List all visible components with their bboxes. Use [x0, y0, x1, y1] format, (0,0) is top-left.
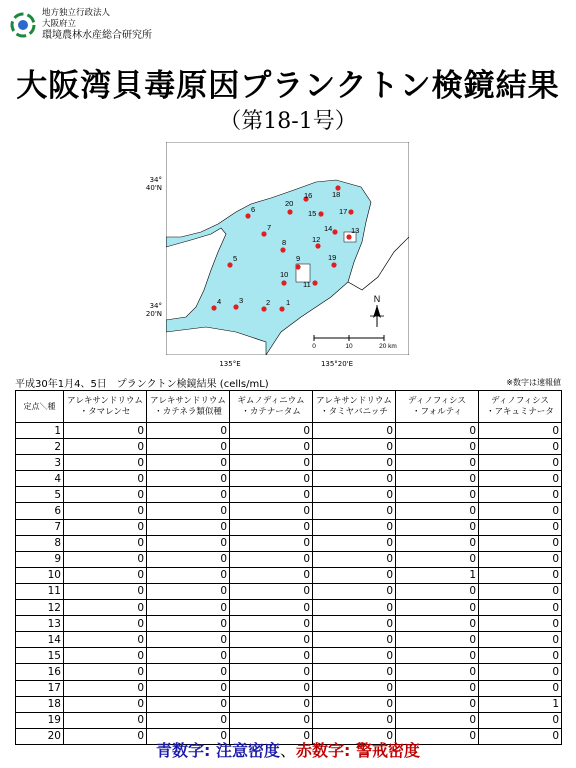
- station-marker: [211, 305, 216, 310]
- station-number-cell: 15: [16, 648, 64, 664]
- station-marker: [295, 264, 300, 269]
- organization-line1: 地方独立行政法人: [42, 8, 111, 18]
- table-row: [16, 535, 562, 551]
- density-cell: 0: [64, 712, 147, 728]
- density-cell: 0: [230, 503, 313, 519]
- station-marker: [346, 234, 351, 239]
- station-marker: [245, 213, 250, 218]
- page-title: 大阪湾貝毒原因プランクトン検鏡結果: [16, 68, 560, 104]
- station-number-cell: 12: [16, 600, 64, 616]
- station-label: 18: [332, 190, 341, 199]
- station-label: 12: [312, 235, 321, 244]
- density-cell: 0: [396, 535, 479, 551]
- density-cell: 0: [230, 567, 313, 583]
- density-cell: 0: [479, 551, 562, 567]
- density-cell: 0: [396, 616, 479, 632]
- organization-logo-icon: [10, 12, 36, 38]
- density-cell: 0: [147, 455, 230, 471]
- density-cell: 0: [147, 664, 230, 680]
- density-cell: 0: [396, 503, 479, 519]
- density-cell: 0: [313, 712, 396, 728]
- station-map: [166, 142, 409, 355]
- density-cell: 0: [479, 503, 562, 519]
- density-cell: 0: [313, 680, 396, 696]
- station-marker: [332, 229, 337, 234]
- station-label: 6: [251, 205, 256, 214]
- organization-line2: 大阪府立: [42, 19, 77, 29]
- table-row: [16, 503, 562, 519]
- station-label: 8: [282, 238, 287, 247]
- density-cell: 0: [313, 696, 396, 712]
- density-cell: 1: [396, 567, 479, 583]
- table-row: [16, 648, 562, 664]
- density-cell: 0: [313, 455, 396, 471]
- density-cell: 0: [230, 632, 313, 648]
- density-cell: 0: [147, 471, 230, 487]
- density-cell: 0: [479, 423, 562, 439]
- table-row: [16, 583, 562, 599]
- station-number-cell: 16: [16, 664, 64, 680]
- table-row: [16, 696, 562, 712]
- density-cell: 0: [396, 648, 479, 664]
- density-cell: 0: [479, 535, 562, 551]
- station-number-cell: 9: [16, 551, 64, 567]
- density-cell: 0: [313, 503, 396, 519]
- station-marker: [315, 243, 320, 248]
- density-cell: 0: [147, 632, 230, 648]
- density-cell: 0: [147, 728, 230, 744]
- station-marker: [331, 262, 336, 267]
- station-number-cell: 3: [16, 455, 64, 471]
- density-cell: 0: [230, 535, 313, 551]
- density-cell: 0: [479, 712, 562, 728]
- station-marker: [279, 306, 284, 311]
- table-corner-header: 定点＼種: [16, 391, 64, 423]
- density-cell: 0: [64, 503, 147, 519]
- density-cell: 0: [64, 423, 147, 439]
- organization-line3: 環境農林水産総合研究所: [42, 30, 152, 41]
- density-cell: 0: [396, 728, 479, 744]
- preliminary-note: ※数字は速報値: [506, 378, 561, 387]
- density-cell: 0: [64, 728, 147, 744]
- density-cell: 0: [230, 519, 313, 535]
- table-row: [16, 616, 562, 632]
- density-cell: 0: [313, 583, 396, 599]
- density-cell: 0: [230, 471, 313, 487]
- density-cell: 0: [147, 583, 230, 599]
- density-cell: 0: [479, 664, 562, 680]
- station-number-cell: 11: [16, 583, 64, 599]
- station-label: 20: [285, 199, 294, 208]
- station-label: 3: [239, 296, 244, 305]
- station-number-cell: 13: [16, 616, 64, 632]
- density-cell: 0: [313, 423, 396, 439]
- density-cell: 0: [313, 487, 396, 503]
- density-cell: 0: [396, 632, 479, 648]
- density-cell: 0: [147, 503, 230, 519]
- density-cell: 0: [313, 551, 396, 567]
- scale-label-20: 20 km: [379, 343, 397, 350]
- density-cell: 0: [479, 616, 562, 632]
- legend-separator: 、: [279, 741, 296, 760]
- density-cell: 0: [147, 648, 230, 664]
- density-cell: 0: [230, 680, 313, 696]
- density-cell: 0: [396, 600, 479, 616]
- station-number-cell: 14: [16, 632, 64, 648]
- density-cell: 0: [230, 616, 313, 632]
- station-label: 5: [233, 254, 238, 263]
- density-cell: 0: [230, 648, 313, 664]
- density-cell: 0: [64, 648, 147, 664]
- density-cell: 0: [147, 439, 230, 455]
- density-cell: 1: [479, 696, 562, 712]
- station-label: 11: [303, 280, 311, 289]
- table-row: [16, 439, 562, 455]
- density-cell: 0: [313, 600, 396, 616]
- density-cell: 0: [396, 664, 479, 680]
- table-body: [16, 423, 562, 745]
- density-cell: 0: [479, 567, 562, 583]
- density-cell: 0: [479, 680, 562, 696]
- density-cell: 0: [479, 728, 562, 744]
- density-cell: 0: [230, 487, 313, 503]
- density-cell: 0: [230, 600, 313, 616]
- station-label: 17: [339, 207, 348, 216]
- station-number-cell: 10: [16, 567, 64, 583]
- station-marker: [280, 247, 285, 252]
- density-cell: 0: [147, 616, 230, 632]
- density-cell: 0: [64, 455, 147, 471]
- density-cell: 0: [479, 519, 562, 535]
- page-subtitle: （第18-1号）: [219, 109, 357, 134]
- density-cell: 0: [64, 535, 147, 551]
- density-cell: 0: [313, 567, 396, 583]
- station-marker: [261, 306, 266, 311]
- table-row: [16, 712, 562, 728]
- density-cell: 0: [147, 551, 230, 567]
- density-cell: 0: [147, 519, 230, 535]
- results-table: [15, 390, 562, 745]
- station-number-cell: 4: [16, 471, 64, 487]
- density-cell: 0: [479, 583, 562, 599]
- table-row: [16, 680, 562, 696]
- station-label: 13: [351, 226, 360, 235]
- station-label: 14: [324, 224, 333, 233]
- map-lat-top: 34° 40'N: [145, 176, 162, 192]
- station-marker: [227, 262, 232, 267]
- density-cell: 0: [313, 519, 396, 535]
- density-cell: 0: [64, 439, 147, 455]
- density-cell: 0: [147, 487, 230, 503]
- density-cell: 0: [313, 471, 396, 487]
- table-row: [16, 664, 562, 680]
- density-cell: 0: [147, 567, 230, 583]
- density-cell: 0: [64, 567, 147, 583]
- header-species-3: ギムノディニウム ・カテナータム: [230, 391, 313, 423]
- density-cell: 0: [396, 471, 479, 487]
- station-marker: [312, 280, 317, 285]
- station-marker: [348, 209, 353, 214]
- density-cell: 0: [396, 583, 479, 599]
- density-cell: 0: [396, 439, 479, 455]
- density-cell: 0: [479, 455, 562, 471]
- density-cell: 0: [64, 680, 147, 696]
- density-cell: 0: [230, 455, 313, 471]
- density-cell: 0: [64, 487, 147, 503]
- header-species-1: アレキサンドリウム ・タマレンセ: [64, 391, 147, 423]
- station-number-cell: 1: [16, 423, 64, 439]
- density-cell: 0: [396, 455, 479, 471]
- density-cell: 0: [396, 487, 479, 503]
- density-cell: 0: [313, 728, 396, 744]
- scale-label-10: 10: [345, 343, 353, 350]
- color-legend: [0, 738, 576, 761]
- density-cell: 0: [396, 680, 479, 696]
- station-label: 7: [267, 223, 272, 232]
- density-cell: 0: [230, 551, 313, 567]
- map-lat-bottom: 34° 20'N: [145, 302, 162, 318]
- density-cell: 0: [396, 519, 479, 535]
- map-lon-left: 135°E: [219, 360, 241, 368]
- table-row: [16, 471, 562, 487]
- density-cell: 0: [313, 616, 396, 632]
- station-marker: [318, 211, 323, 216]
- density-cell: 0: [147, 712, 230, 728]
- svg-text:N: N: [373, 294, 381, 304]
- density-cell: 0: [147, 535, 230, 551]
- table-row: [16, 551, 562, 567]
- station-marker: [281, 280, 286, 285]
- header-species-5: ディノフィシス ・フォルティ: [396, 391, 479, 423]
- density-cell: 0: [64, 551, 147, 567]
- station-number-cell: 18: [16, 696, 64, 712]
- table-row: [16, 567, 562, 583]
- density-cell: 0: [230, 664, 313, 680]
- station-number-cell: 17: [16, 680, 64, 696]
- station-label: 1: [286, 298, 291, 307]
- station-label: 15: [308, 209, 317, 218]
- table-header-row: [16, 391, 562, 423]
- station-marker: [233, 304, 238, 309]
- density-cell: 0: [147, 696, 230, 712]
- table-row: [16, 600, 562, 616]
- header-species-6: ディノフィシス ・アキュミナータ: [479, 391, 562, 423]
- header-species-2: アレキサンドリウム ・カテネラ類似種: [147, 391, 230, 423]
- density-cell: 0: [147, 423, 230, 439]
- density-cell: 0: [313, 664, 396, 680]
- station-number-cell: 2: [16, 439, 64, 455]
- density-cell: 0: [313, 439, 396, 455]
- station-number-cell: 7: [16, 519, 64, 535]
- station-number-cell: 5: [16, 487, 64, 503]
- density-cell: 0: [230, 728, 313, 744]
- density-cell: 0: [396, 423, 479, 439]
- density-cell: 0: [230, 712, 313, 728]
- station-label: 10: [280, 270, 289, 279]
- density-cell: 0: [313, 535, 396, 551]
- station-label: 4: [217, 297, 222, 306]
- density-cell: 0: [396, 696, 479, 712]
- station-label: 19: [328, 253, 337, 262]
- density-cell: 0: [479, 648, 562, 664]
- station-marker: [261, 231, 266, 236]
- table-row: [16, 455, 562, 471]
- density-cell: 0: [479, 632, 562, 648]
- legend-warning: 赤数字: 警戒密度: [296, 741, 420, 760]
- density-cell: 0: [396, 712, 479, 728]
- density-cell: 0: [64, 471, 147, 487]
- station-label: 2: [266, 298, 271, 307]
- density-cell: 0: [479, 439, 562, 455]
- density-cell: 0: [230, 583, 313, 599]
- table-row: [16, 423, 562, 439]
- header-species-4: アレキサンドリウム ・タミヤバニッチ: [313, 391, 396, 423]
- density-cell: 0: [479, 487, 562, 503]
- table-row: [16, 487, 562, 503]
- station-label: 16: [304, 191, 313, 200]
- density-cell: 0: [64, 600, 147, 616]
- organization-header: [10, 8, 152, 41]
- legend-caution: 青数字: 注意密度: [156, 741, 280, 760]
- survey-date-label: 平成30年1月4、5日 プランクトン検鏡結果 (cells/mL): [15, 379, 269, 390]
- density-cell: 0: [147, 600, 230, 616]
- density-cell: 0: [64, 519, 147, 535]
- density-cell: 0: [230, 696, 313, 712]
- station-marker: [287, 209, 292, 214]
- density-cell: 0: [313, 632, 396, 648]
- density-cell: 0: [64, 583, 147, 599]
- density-cell: 0: [479, 471, 562, 487]
- density-cell: 0: [396, 551, 479, 567]
- density-cell: 0: [230, 439, 313, 455]
- station-number-cell: 8: [16, 535, 64, 551]
- scale-label-0: 0: [312, 343, 316, 350]
- density-cell: 0: [230, 423, 313, 439]
- table-row: [16, 632, 562, 648]
- station-number-cell: 19: [16, 712, 64, 728]
- station-number-cell: 6: [16, 503, 64, 519]
- density-cell: 0: [313, 648, 396, 664]
- density-cell: 0: [64, 616, 147, 632]
- organization-name: [42, 8, 152, 41]
- density-cell: 0: [479, 600, 562, 616]
- station-label: 9: [296, 254, 301, 263]
- station-number-cell: 20: [16, 728, 64, 744]
- density-cell: 0: [64, 664, 147, 680]
- density-cell: 0: [64, 632, 147, 648]
- table-row: [16, 519, 562, 535]
- result-meta: [15, 375, 561, 390]
- map-lon-right: 135°20'E: [320, 360, 354, 368]
- density-cell: 0: [147, 680, 230, 696]
- density-cell: 0: [64, 696, 147, 712]
